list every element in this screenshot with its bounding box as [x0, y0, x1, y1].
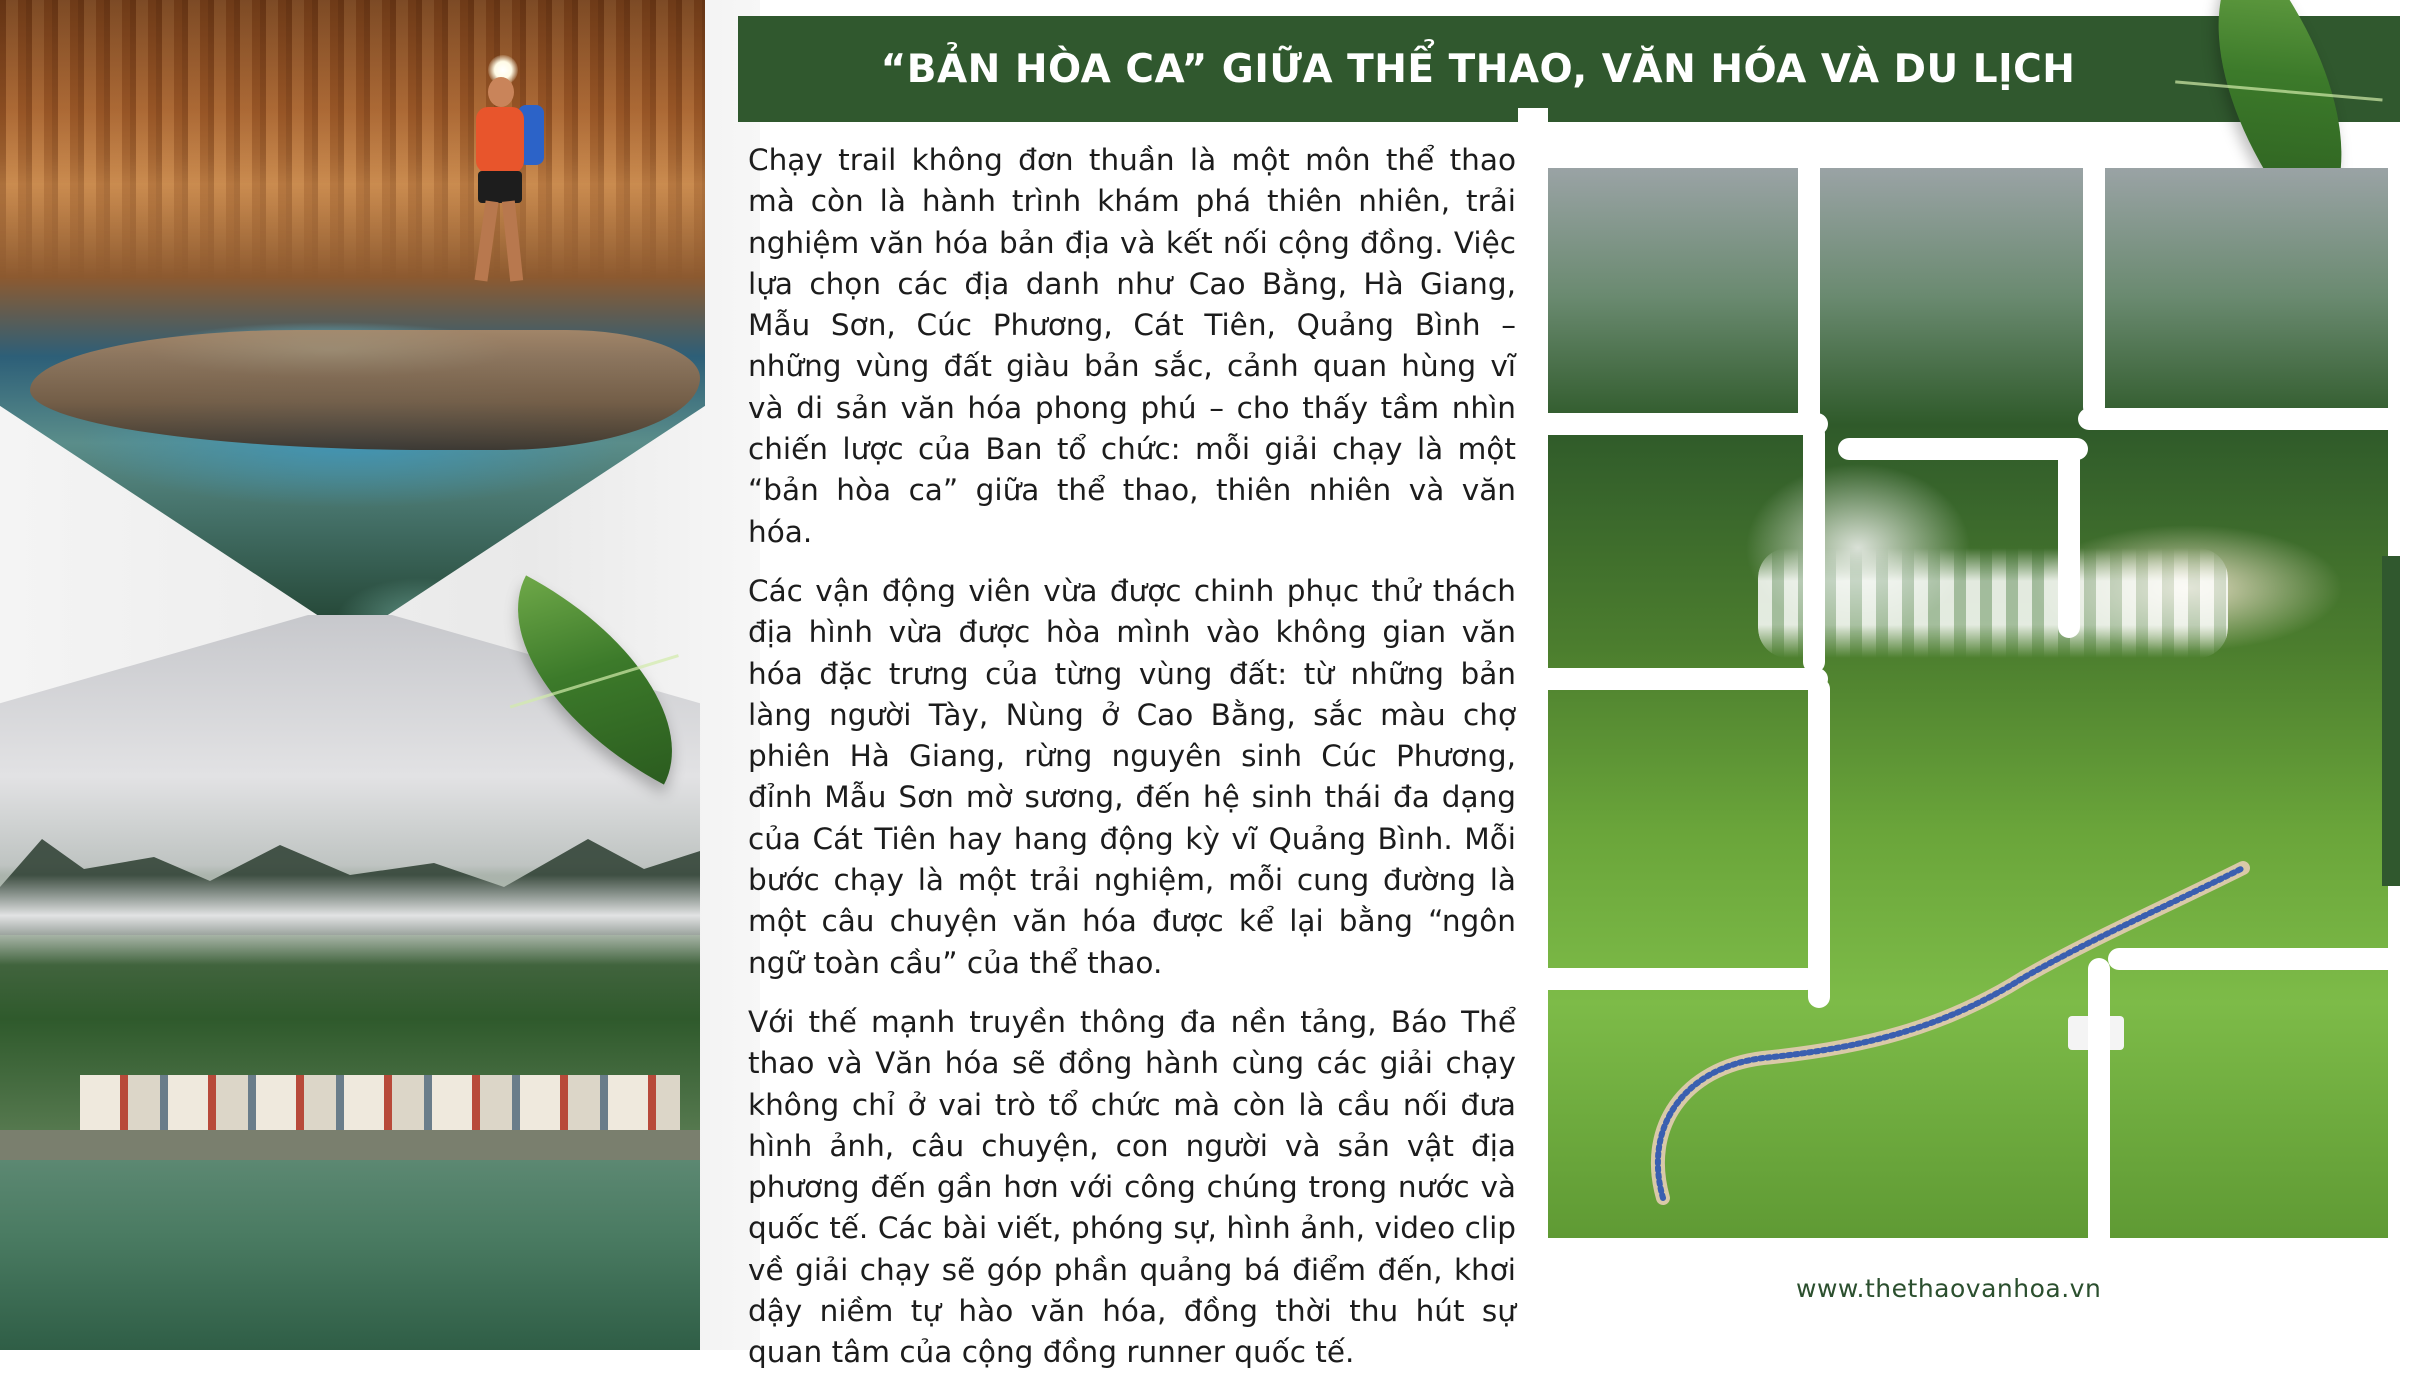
- article-body: [748, 140, 1516, 1392]
- side-accent-bar: [2382, 556, 2400, 886]
- article-paragraph: Với thế mạnh truyền thông đa nền tảng, Báo Thể thao và Văn hóa sẽ đồng hành cùng các giải chạy không chỉ ở vai trò tổ chức mà còn là cầu nối đưa hình ảnh, câu chuyện, con người và sản vật địa phương đến gần hơn với công chúng trong nước và quốc tế. Các bài viết, phóng sự, hình ảnh, video clip về giải chạy sẽ góp phần quảng bá điểm đến, khơi dậy niềm tự hào văn hóa, đồng thời thu hút sự quan tâm của cộng đồng runner quốc tế.: [748, 1004, 1516, 1370]
- website-url[interactable]: www.thethaovanhoa.vn: [1796, 1274, 2102, 1303]
- cave-hiker-figure: [448, 55, 558, 305]
- article-paragraph: Các vận động viên vừa được chinh phục thử thách địa hình vừa được hòa mình vào không gian văn hóa đặc trưng của từng vùng đất: từ những bản làng người Tày, Nùng ở Cao Bằng, sắc màu chợ phiên Hà Giang, rừng nguyên sinh Cúc Phương, đỉnh Mẫu Sơn mờ sương, đến hệ sinh thái đa dạng của Cát Tiên hay hang động kỳ vĩ Quảng Bình. Mỗi bước chạy là một trải nghiệm, mỗi cung đường là một câu chuyện văn hóa được kể lại bằng “ngôn ngữ toàn cầu” của thể thao.: [748, 573, 1516, 980]
- landscape-collage-photo: [1548, 168, 2388, 1238]
- title-banner: [738, 16, 2400, 122]
- page-title: “BẢN HÒA CA” GIỮA THỂ THAO, VĂN HÓA VÀ DU LỊCH: [880, 46, 2076, 92]
- article-paragraph: Chạy trail không đơn thuần là một môn thể thao mà còn là hành trình khám phá thiên nhiên, trải nghiệm văn hóa bản địa và kết nối cộng đồng. Việc lựa chọn các địa danh như Cao Bằng, Hà Giang, Mẫu Sơn, Cúc Phương, Cát Tiên, Quảng Bình – những vùng đất giàu bản sắc, cảnh quan hùng vĩ và di sản văn hóa phong phú – cho thấy tầm nhìn chiến lược của Ban tổ chức: mỗi giải chạy là một “bản hòa ca” giữa thể thao, thiên nhiên và văn hóa.: [748, 143, 1516, 549]
